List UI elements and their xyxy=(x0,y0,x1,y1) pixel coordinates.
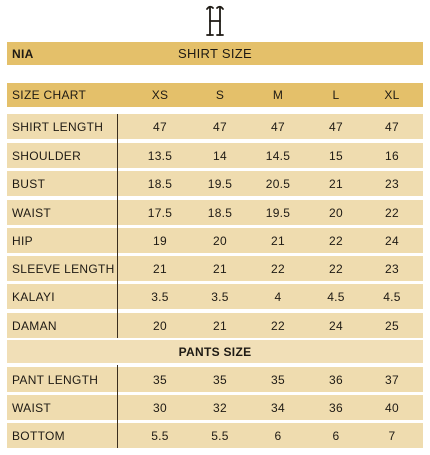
measurement-label: DAMAN xyxy=(12,318,57,333)
measurement-value: 7 xyxy=(388,428,396,443)
measurement-value: 47 xyxy=(385,119,399,134)
measurement-value: 16 xyxy=(385,148,399,163)
measurement-value: 21 xyxy=(153,261,167,276)
size-header: S xyxy=(215,88,225,102)
measurement-value: 18.5 xyxy=(207,205,233,220)
shirt-size-header xyxy=(7,42,423,65)
brand-name: NIA xyxy=(12,46,34,61)
measurement-value: 21 xyxy=(213,261,227,276)
size-chart-label: SIZE CHART xyxy=(12,88,87,102)
measurement-value: 18.5 xyxy=(147,176,173,191)
measurement-value: 22 xyxy=(385,205,399,220)
pants-table-divider xyxy=(117,365,118,448)
pants-measurement-row xyxy=(7,367,423,392)
shirt-measurement-row xyxy=(7,171,423,196)
measurement-value: 32 xyxy=(213,400,227,415)
measurement-value: 4 xyxy=(274,289,282,304)
measurement-value: 47 xyxy=(213,119,227,134)
measurement-value: 4.5 xyxy=(383,289,401,304)
measurement-value: 23 xyxy=(385,261,399,276)
size-header: M xyxy=(272,88,284,102)
brand-logo-icon xyxy=(205,4,225,38)
measurement-value: 21 xyxy=(329,176,343,191)
measurement-value: 13.5 xyxy=(147,148,173,163)
measurement-value: 20 xyxy=(213,233,227,248)
shirt-measurement-row xyxy=(7,228,423,253)
measurement-value: 21 xyxy=(213,318,227,333)
measurement-value: 4.5 xyxy=(327,289,345,304)
measurement-value: 21 xyxy=(271,233,285,248)
measurement-value: 37 xyxy=(385,372,399,387)
pants-measurement-row xyxy=(7,423,423,448)
shirt-measurement-row xyxy=(7,284,423,309)
measurement-value: 6 xyxy=(274,428,282,443)
measurement-value: 47 xyxy=(271,119,285,134)
measurement-value: 35 xyxy=(213,372,227,387)
measurement-value: 19 xyxy=(153,233,167,248)
pants-size-header xyxy=(7,340,423,363)
measurement-value: 25 xyxy=(385,318,399,333)
measurement-value: 22 xyxy=(329,233,343,248)
measurement-value: 17.5 xyxy=(147,205,173,220)
measurement-value: 20.5 xyxy=(265,176,291,191)
measurement-value: 22 xyxy=(271,261,285,276)
measurement-value: 15 xyxy=(329,148,343,163)
measurement-value: 5.5 xyxy=(211,428,229,443)
measurement-value: 36 xyxy=(329,400,343,415)
measurement-label: BOTTOM xyxy=(12,428,65,443)
measurement-label: KALAYI xyxy=(12,289,55,304)
measurement-label: SHOULDER xyxy=(12,148,82,163)
measurement-value: 34 xyxy=(271,400,285,415)
measurement-value: 3.5 xyxy=(211,289,229,304)
measurement-value: 20 xyxy=(329,205,343,220)
shirt-measurement-row xyxy=(7,313,423,338)
size-header: XL xyxy=(384,88,400,102)
shirt-measurement-row xyxy=(7,114,423,139)
size-chart-header-row xyxy=(7,83,423,107)
measurement-label: SHIRT LENGTH xyxy=(12,119,104,134)
measurement-value: 20 xyxy=(153,318,167,333)
size-header: L xyxy=(332,88,340,102)
size-header: XS xyxy=(151,88,169,102)
measurement-label: BUST xyxy=(12,176,46,191)
pants-size-title: PANTS SIZE xyxy=(178,344,252,359)
measurement-value: 5.5 xyxy=(151,428,169,443)
shirt-measurement-row xyxy=(7,143,423,168)
measurement-value: 6 xyxy=(332,428,340,443)
measurement-value: 3.5 xyxy=(151,289,169,304)
measurement-label: WAIST xyxy=(12,400,52,415)
shirt-measurement-row xyxy=(7,256,423,281)
measurement-value: 23 xyxy=(385,176,399,191)
measurement-value: 22 xyxy=(329,261,343,276)
measurement-value: 24 xyxy=(385,233,399,248)
measurement-value: 47 xyxy=(329,119,343,134)
pants-measurement-row xyxy=(7,395,423,420)
measurement-value: 35 xyxy=(153,372,167,387)
measurement-value: 24 xyxy=(329,318,343,333)
shirt-size-title: SHIRT SIZE xyxy=(177,46,253,61)
measurement-value: 30 xyxy=(153,400,167,415)
measurement-label: SLEEVE LENGTH xyxy=(12,261,115,276)
measurement-value: 19.5 xyxy=(207,176,233,191)
measurement-value: 22 xyxy=(271,318,285,333)
shirt-measurement-row xyxy=(7,200,423,225)
measurement-value: 19.5 xyxy=(265,205,291,220)
measurement-value: 14 xyxy=(213,148,227,163)
shirt-table-divider xyxy=(117,114,118,338)
measurement-value: 35 xyxy=(271,372,285,387)
measurement-label: PANT LENGTH xyxy=(12,372,99,387)
measurement-value: 47 xyxy=(153,119,167,134)
measurement-value: 36 xyxy=(329,372,343,387)
measurement-label: HIP xyxy=(12,233,33,248)
measurement-value: 14.5 xyxy=(265,148,291,163)
measurement-value: 40 xyxy=(385,400,399,415)
measurement-label: WAIST xyxy=(12,205,52,220)
